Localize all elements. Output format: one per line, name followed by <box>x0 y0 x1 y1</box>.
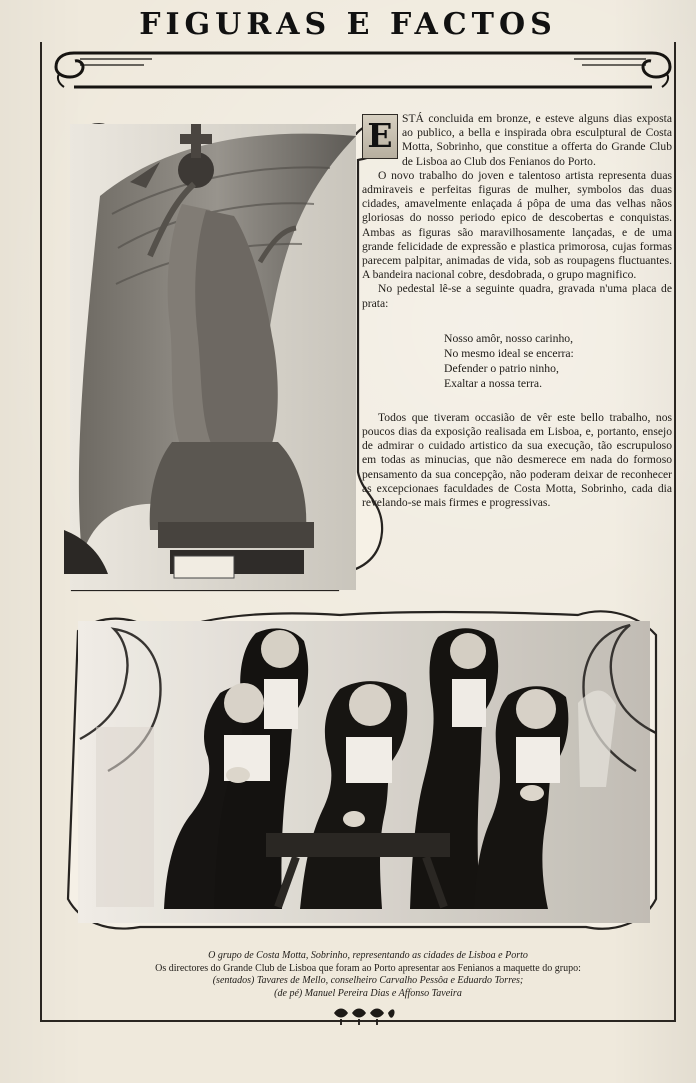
article-paragraph-1-text: STÁ concluida em bronze, e esteve alguns dias exposta ao publico, a bella e inspirada obra esculptural de Costa Motta, Sobrinho, que constitue a offerta do Grande Club de Lisboa ao Club dos Fenianos do Porto. <box>402 112 672 168</box>
article-paragraph-4: Todos que tiveram occasião de vêr este bello trabalho, nos poucos dias da exposição realisada em Lisboa, e, portanto, ensejo de admirar o cuidado artistico da sua execução, tão escrupuloso em todas as minucias, que não desmerece em nada do formoso pensamento da sua concepção, não poderam deixar de reconhecer as excepcionaes faculdades de Costa Motta, Sobrinho, cada dia revelando-se mais firmes e progressivas. <box>362 410 672 510</box>
statue-photo-frame <box>64 112 394 600</box>
group-photo-frame <box>60 607 674 937</box>
inscription-line: Nosso amôr, nosso carinho, <box>444 331 574 345</box>
article-paragraph-2: O novo trabalho do joven e talentoso artista representa duas admiraveis e perfeitas figuras de mulher, symbolos das duas cidades, amavelmente enlaçada á pôpa de uma das velhas nãos gloriosas do nosso periodo epico de descobertas e conquistas. Ambas as figuras são maravilhosamente lançadas, e de uma grande felicidade de expressão e plastica primorosa, cujas formas parecem palpitar, animadas de vida, sob as roupagens fluctuantes. A bandeira nacional cobre, desdobrada, o grupo magnifico. <box>362 168 672 282</box>
caption-line-3: (sentados) Tavares de Mello, conselheiro Carvalho Pessôa e Eduardo Torres; <box>212 975 524 986</box>
inscription-quatrain <box>444 331 672 391</box>
title-banner <box>52 43 674 97</box>
article-paragraph-3: No pedestal lê-se a seguinte quadra, gravada n'uma placa de prata: <box>362 282 672 310</box>
dropcap: E <box>362 114 398 159</box>
inscription-line: No mesmo ideal se encerra: <box>444 346 574 360</box>
footer-ornament <box>330 1003 396 1027</box>
inscription-line: Defender o patrio ninho, <box>444 361 559 375</box>
caption-line-4: (de pé) Manuel Pereira Dias e Affonso Taveira <box>274 987 462 999</box>
inscription-line: Exaltar a nossa terra. <box>444 376 542 390</box>
article-paragraph-1 <box>362 112 672 169</box>
article-column <box>362 112 672 510</box>
photo-caption <box>76 950 660 1000</box>
caption-line-1: O grupo de Costa Motta, Sobrinho, representando as cidades de Lisboa e Porto <box>208 950 528 961</box>
page-title: FIGURAS E FACTOS <box>139 7 557 42</box>
caption-line-2: Os directores do Grande Club de Lisboa que foram ao Porto apresentar aos Fenianos a maquette do grupo: <box>155 962 581 974</box>
